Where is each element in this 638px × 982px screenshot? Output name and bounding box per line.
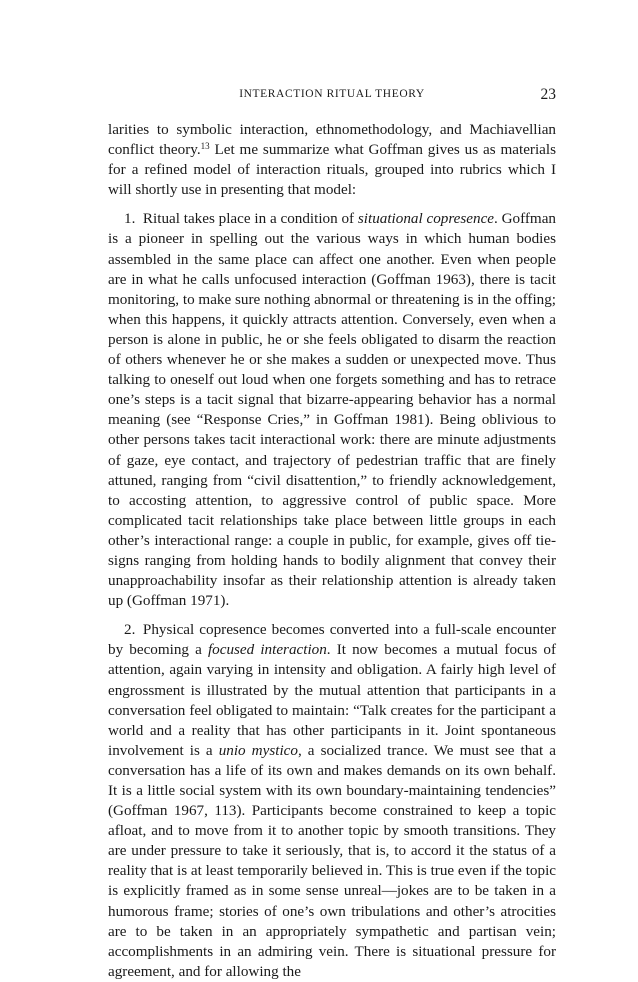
body-text [108, 120, 556, 982]
paragraph-text: 2. Physical copresence becomes converted into a full-scale encounter by becoming a [108, 621, 556, 659]
italic-term: unio mystico [218, 741, 298, 759]
italic-term: situational copresence [357, 210, 495, 228]
paragraph-text: larities to symbolic interaction, ethnomethodology, and Machiavellian conflict theory. [108, 121, 556, 159]
paragraph-text: , a socialized trance. We must see that a conversation has a life of its own and makes demands on its own behalf. It is a little social system with its own boundary-maintaining tendencies” (Goffman 1967, 113). Participants become constrained to keep a topic afloat, and to move from it to another topic by smooth transitions. They are under pressure to take it seriously, that is, to accord it the status of a reality that is at least temporarily believed in. This is true even if the topic is explicitly framed as in some sense unreal—jokes are to be taken in a humorous frame; stories of one’s own tribulations and other’s atrocities are to be taken in an appropriately sympathetic and partisan vein; accomplishments in an admiring vein. There is situational pressure for agreement, and for allowing the [108, 741, 556, 980]
paragraph-text: . It now becomes a mutual focus of attention, again varying in intensity and obligation. A fairly high level of engrossment is illustrated by the mutual attention that participants in a conversation feel obligated to maintain: “Talk creates for the participant a world and a reality that has other participants in it. Joint spontaneous involvement is a [108, 641, 556, 759]
paragraph-continuation [108, 120, 556, 200]
running-header [108, 86, 556, 106]
paragraph-text: Let me summarize what Goffman gives us as materials for a refined model of interaction rituals, grouped into rubrics which I will shortly use in presenting that model: [108, 141, 556, 199]
italic-term: focused interaction [207, 641, 327, 659]
running-head-title: INTERACTION RITUAL THEORY [239, 88, 425, 100]
paragraph-text: . Goffman is a pioneer in spelling out the various ways in which human bodies assembled in the same place can affect one another. Even when people are in what he calls unfocused interaction (Goffman 1963), there is tacit monitoring, to make sure nothing abnormal or threatening is in the offing; when this happens, it quickly attracts attention. Conversely, even when a person is alone in public, he or she feels obligated to disarm the reaction of others whenever he or she makes a sudden or unexpected move. Thus talking to oneself out loud when one forgets something and has to retrace one’s steps is a tacit signal that bizarre-appearing behavior has a normal meaning (see “Response Cries,” in Goffman 1981). Being oblivious to other persons takes tacit interactional work: there are minute adjustments of gaze, eye contact, and trajectory of pedestrian traffic that are finely attuned, ranging from “civil disattention,” to friendly acknowledgement, to accosting attention, to aggressive control of public space. More complicated tacit relationships take place between little groups in each other’s interactional range: a couple in public, for example, gives off tie-signs ranging from holding hands to bodily alignment that convey their unapproachability insofar as their relationship attention is already taken up (Goffman 1971). [108, 210, 557, 610]
paragraph-text: 1. Ritual takes place in a condition of [124, 210, 358, 228]
page-number: 23 [540, 86, 556, 103]
footnote-marker: 13 [200, 141, 210, 152]
paragraph-situational-copresence [108, 209, 556, 611]
paragraph-focused-interaction [108, 620, 556, 982]
